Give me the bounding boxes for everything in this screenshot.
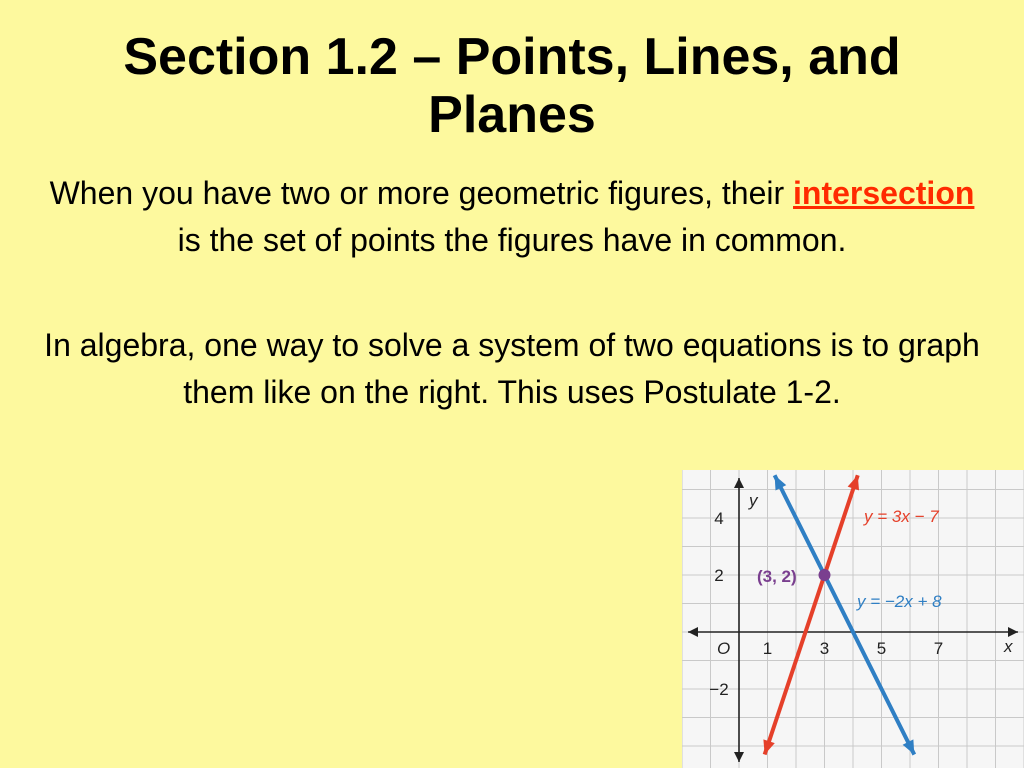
y-tick-label: 4 <box>714 509 724 528</box>
x-tick-label: 7 <box>933 639 944 658</box>
line2-equation-label: y = −2x + 8 <box>857 592 942 611</box>
definition-text-after: is the set of points the figures have in common. <box>177 222 847 258</box>
x-tick-label: 5 <box>876 639 887 658</box>
intersection-term: intersection <box>793 175 975 211</box>
graph-svg <box>682 470 1024 768</box>
system-graph <box>682 470 1024 768</box>
definition-text-before: When you have two or more geometric figures, their <box>49 175 785 211</box>
origin-label: O <box>717 639 731 658</box>
intersection-point <box>819 569 831 581</box>
intersection-definition <box>40 170 984 264</box>
x-axis-label: x <box>1004 637 1013 656</box>
x-tick-label: 3 <box>819 639 830 658</box>
intersection-point-label: (3, 2) <box>757 567 797 586</box>
x-tick-label: 1 <box>762 639 773 658</box>
algebra-paragraph: In algebra, one way to solve a system of two equations is to graph them like on the right. This uses Postulate 1-2. <box>44 327 980 410</box>
line1-equation-label: y = 3x − 7 <box>864 507 939 526</box>
y-tick-label: 2 <box>714 566 724 585</box>
y-tick-label: −2 <box>709 680 729 699</box>
slide-title: Section 1.2 – Points, Lines, and Planes <box>123 28 901 144</box>
y-axis-label: y <box>749 491 758 510</box>
